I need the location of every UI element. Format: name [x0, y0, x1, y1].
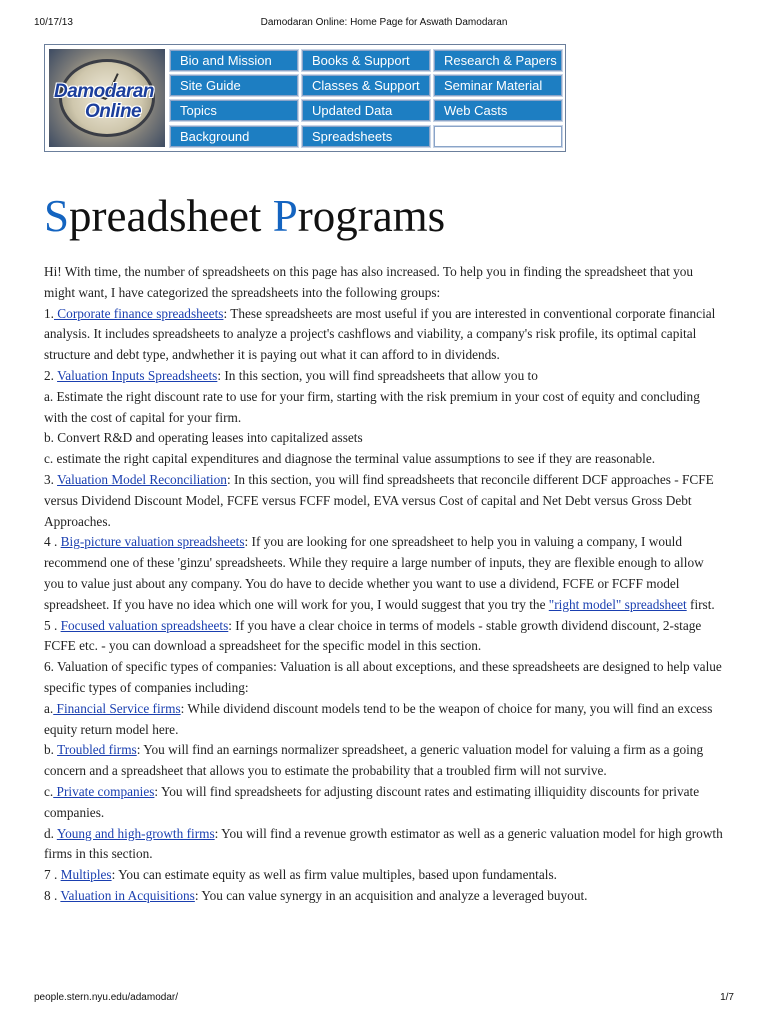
nav-updated-data[interactable]: Updated Data	[302, 100, 430, 121]
list-item-multiples: 7 . Multiples: You can estimate equity as well as firm value multiples, based upon fundamentals.	[44, 867, 557, 883]
print-url: people.stern.nyu.edu/adamodar/	[34, 992, 178, 1003]
nav-site-guide[interactable]: Site Guide	[170, 75, 298, 96]
nav-empty-cell	[434, 126, 562, 147]
sub-item-private-companies: c. Private companies: You will find spreadsheets for adjusting discount rates and estimating illiquidity discounts for private companies.	[44, 783, 700, 820]
site-navigation	[44, 44, 566, 152]
page-title: Spreadsheet Programs	[44, 191, 446, 241]
page-content	[44, 262, 726, 907]
nav-research-and-papers[interactable]: Research & Papers	[434, 50, 562, 71]
link-valuation-inputs-spreadsheets[interactable]: Valuation Inputs Spreadsheets	[57, 367, 218, 383]
link-troubled-firms[interactable]: Troubled firms	[57, 742, 137, 758]
nav-classes-and-support[interactable]: Classes & Support	[302, 75, 430, 96]
print-page-title: Damodaran Online: Home Page for Aswath Damodaran	[260, 17, 508, 28]
print-date: 10/17/13	[34, 17, 73, 28]
list-item-big-picture: 4 . Big-picture valuation spreadsheets: If you are looking for one spreadsheet to help you in valuing a company, I would recommend one of these 'ginzu' spreadsheets. While they require a large number of inputs, they are flexible enough to allow you to value just about any company. You do have to decide whether you want to use a dividend, FCFE or FCFF model spreadsheet. If you have no idea which one will work for you, I would suggest that you try the "right model" spreadsheet first.	[44, 534, 715, 612]
nav-seminar-material[interactable]: Seminar Material	[434, 75, 562, 96]
link-private-companies[interactable]: Private companies	[53, 783, 155, 799]
logo-text-line2: Online	[85, 101, 142, 122]
link-valuation-in-acquisitions[interactable]: Valuation in Acquisitions	[60, 887, 195, 903]
sub-item-capital-expenditures: c. estimate the right capital expenditures and diagnose the terminal value assumptions to see if they are reasonable.	[44, 451, 656, 467]
sub-item-young-growth-firms: d. Young and high-growth firms: You will find a revenue growth estimator as well as a generic valuation model for high growth firms in this section.	[44, 825, 723, 862]
link-big-picture-valuation-spreadsheets[interactable]: Big-picture valuation spreadsheets	[60, 534, 245, 550]
list-item-specific-companies: 6. Valuation of specific types of companies: Valuation is all about exceptions, and these spreadsheets are designed to help value specific types of companies including:	[44, 659, 722, 695]
link-financial-service-firms[interactable]: Financial Service firms	[53, 700, 181, 716]
nav-spreadsheets[interactable]: Spreadsheets	[302, 126, 430, 147]
link-right-model-spreadsheet[interactable]: "right model" spreadsheet	[548, 596, 687, 612]
nav-web-casts[interactable]: Web Casts	[434, 100, 562, 121]
nav-topics[interactable]: Topics	[170, 100, 298, 121]
nav-bio-and-mission[interactable]: Bio and Mission	[170, 50, 298, 71]
link-corporate-finance-spreadsheets[interactable]: Corporate finance spreadsheets	[53, 305, 224, 321]
damodaran-online-logo[interactable]	[49, 49, 165, 147]
list-item-focused-valuation: 5 . Focused valuation spreadsheets: If you have a clear choice in terms of models - stable growth dividend discount, 2-stage FCFE etc. - you can download a spreadsheet for the specific model in this section.	[44, 617, 702, 654]
nav-background[interactable]: Background	[170, 126, 298, 147]
sub-item-discount-rate: a. Estimate the right discount rate to use for your firm, starting with the risk premium in your cost of equity and concluding with the cost of capital for your firm.	[44, 388, 700, 425]
list-item-valuation-inputs: 2. Valuation Inputs Spreadsheets: In this section, you will find spreadsheets that allow you to	[44, 367, 538, 383]
list-item-corporate-finance: 1. Corporate finance spreadsheets: These spreadsheets are most useful if you are interested in conventional corporate financial analysis. It includes spreadsheets to analyze a project's cashflows and viability, a company's risk profile, its optimal capital structure and debt type, andwhether it is paying out what it can afford to in dividends.	[44, 305, 716, 363]
link-multiples[interactable]: Multiples	[60, 867, 112, 883]
sub-item-troubled-firms: b. Troubled firms: You will find an earnings normalizer spreadsheet, a generic valuation model for valuing a firm as a going concern and a spreadsheet that allows you to estimate the probability that a troubled firm will not survive.	[44, 742, 704, 779]
intro-text: Hi! With time, the number of spreadsheets on this page has also increased. To help you in finding the spreadsheet that you might want, I have categorized the spreadsheets into the following groups:	[44, 264, 694, 300]
sub-item-financial-service: a. Financial Service firms: While dividend discount models tend to be the weapon of choice for many, you will find an excess equity return model here.	[44, 700, 713, 737]
print-page-number: 1/7	[720, 992, 734, 1003]
list-item-model-reconciliation: 3. Valuation Model Reconciliation: In this section, you will find spreadsheets that reconcile different DCF approaches - FCFE versus Dividend Discount Model, FCFE versus FCFF model, EVA versus Cost of capital and Net Debt versus Gross Debt Approaches.	[44, 471, 714, 529]
link-focused-valuation-spreadsheets[interactable]: Focused valuation spreadsheets	[60, 617, 229, 633]
list-item-acquisitions: 8 . Valuation in Acquisitions: You can value synergy in an acquisition and analyze a leveraged buyout.	[44, 887, 588, 903]
sub-item-capitalized-assets: b. Convert R&D and operating leases into capitalized assets	[44, 430, 363, 446]
nav-books-and-support[interactable]: Books & Support	[302, 50, 430, 71]
link-young-and-high-growth-firms[interactable]: Young and high-growth firms	[56, 825, 215, 841]
link-valuation-model-reconciliation[interactable]: Valuation Model Reconciliation	[57, 471, 227, 487]
logo-text-line1: Damodaran	[54, 81, 155, 102]
